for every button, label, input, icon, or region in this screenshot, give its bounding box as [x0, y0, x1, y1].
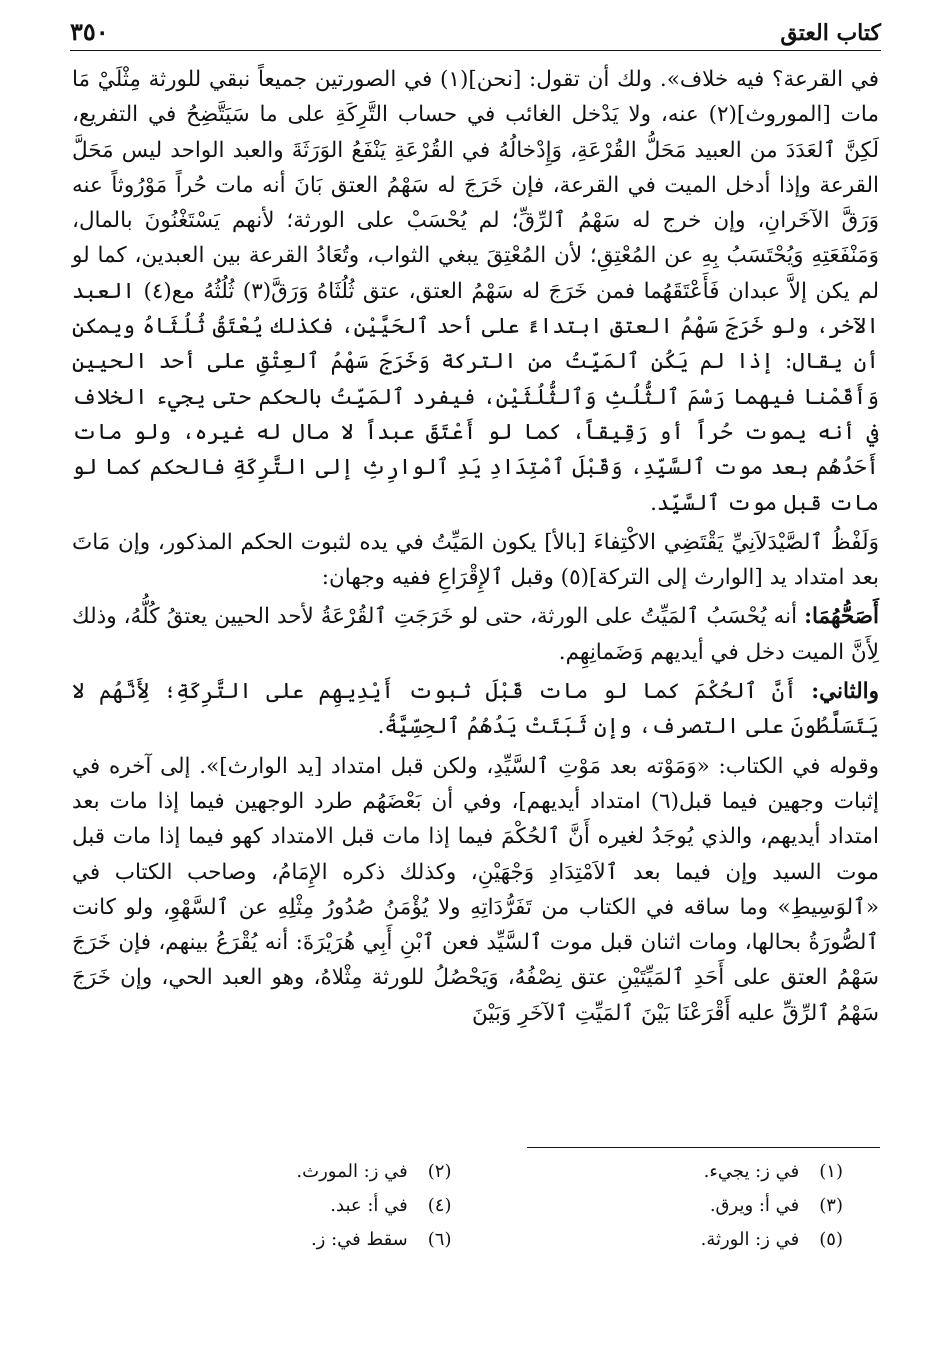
footnote-number: (٤): [427, 1195, 452, 1216]
footnote-text: في ز: الورثة.: [700, 1229, 800, 1250]
label-first-view: أَصَحُّهُمَا:: [804, 604, 879, 630]
paragraph-4: [72, 674, 879, 745]
footnote-number: (٥): [819, 1229, 843, 1250]
page-number: ٣٥٠: [70, 17, 109, 46]
footnote-number: (٣): [819, 1195, 843, 1216]
footnotes: [90, 1158, 843, 1254]
label-second-view: والثاني:: [811, 679, 879, 705]
page-header: [70, 12, 881, 51]
footnote-1: [482, 1158, 844, 1186]
footnote-text: سقط في: ز.: [310, 1229, 408, 1250]
paragraph-1: في القرعة؟ فيه خلاف». ولك أن تقول: [نحن](١) في الصورتين جميعاً نبقي للورثة مِثْلَيْ مَا مات [الموروث](٢) عنه، ولا يَدْخل الغائب في حساب التَّرِكَةِ على ما سَيَتَّضِحُ في التفريع، لَكِنَّ ٱلعَدَدَ من العبيد مَحَلُّ القُرْعَةِ، وَإِدْخالُهُ في القُرْعَةِ يَنْفَعُ الوَرَثَةَ والعبد الواحد ليس مَحَلَّ القرعة وإذا أدخل الميت في القرعة، فإن خَرَجَ له سَهْمُ العتق بَانَ أنه مات حُراً مَوْرُوثاً عنه وَرَقَّ الآخَرانِ، وإن خرج له سَهْمُ ٱلرِّقِّ؛ لم يُحْسَبْ على الورثة؛ لأنهم يَسْتَغْنُونَ بالمال، وَمَنْفَعَتِهِ وَيُحْتَسَبُ بِهِ عن المُعْتِقِ؛ لأن المُعْتِقَ يبغي الثواب، وتُعَادُ القرعة بين العبدين، كما لو لم يكن إلاَّ عبدان فَأَعْتَقَهُما فمن خَرَجَ له سَهْمُ العتق، عتق ثُلُثَاهُ وَرَقَّ(٣) ثُلُثُهُ مع(٤) العبد الآخر، ولو خَرَجَ سَهْمُ العتق ابتداءً على أحد ٱلحَيَّيْنِ، فكذلك يُعْتَقُ ثُلُثَاهُ ويمكن أن يقال: إذا لم يَكُنِ ٱلمَيِّتُ من التركة وَخَرَجَ سَهْمُ ٱلعِتْقِ على أحد الحيين وَأَقَمْنا فيهما رَسْمَ ٱلثُّلُثِ وَٱلثُّلُثَيْنِ، فيفرد ٱلمَيِّتُ بالحكم حتى يجيء الخلاف في أنه يموت حُراً أو رَقِيقاً، كما لو أَعْتَقَ عبداً لا مال له غيره، ولو مات أَحَدُهُم بعد موت ٱلسَّيِّدِ، وَقَبْلَ ٱمْتِدَادِ يَدِ ٱلوارِثِ إلى التَّرِكَةِ فالحكم كما لو مات قبل موت ٱلسَّيِّد.: [72, 67, 879, 516]
footnote-5: [482, 1226, 844, 1254]
paragraph-4-text: أَنَّ ٱلحُكْمَ كما لو مات قَبْلَ ثبوت أَيْدِيهِم على التَّرِكَةِ؛ لِأَنَّهُم لا يَتَسَلَّطُونَ على التصرف، وإن ثَبَتَتْ يَدُهُمُ ٱلحِسِّيَّةُ.: [72, 679, 879, 740]
footnote-text: في أ: عبد.: [330, 1195, 408, 1216]
footnote-text: في ز: يجيء.: [703, 1161, 800, 1182]
main-text: [72, 62, 879, 1031]
paragraph-5: وقوله في الكتاب: «وَمَوْته بعد مَوْتِ ٱلسَّيِّدِ، ولكن قبل امتداد [يد الوارث]». إلى آخره في إثبات وجهين فيما قبل(٦) امتداد أيديهم]، وفي أن بَعْضَهُم طرد الوجهين فيما إذا مات بعد امتداد أيديهم، والذي يُوجَدُ لغيره أَنَّ ٱلحُكْمَ فيما إذا مات قبل الامتداد كهو فيما إذا مات قبل موت السيد وإن فيما بعد ٱلاَمْتِدَادِ وَجْهَيْنِ، وكذلك ذكره الإِمَامُ، وصاحب الكتاب في «ٱلوَسِيطِ» وما ساقه في الكتاب من تَفَرُّدَاتِهِ ولا يُؤْمَنُ صُدُورُ مِثْلِهِ عن ٱلسَّهْوِ، ولو كانت ٱلصُّورَةُ بحالها، ومات اثنان قبل موت ٱلسَّيِّد فعن ٱبْنِ أَبِي هُرَيْرَةَ: أنه يُقْرَعُ بينهم، فإن خَرَجَ سَهْمُ العتق على أَحَدِ ٱلمَيِّتَيْنِ عتق نِصْفُهُ، وَيَحْصُلُ للورثة مِثْلاهُ، وهو العبد الحي، وإن خَرَجَ سَهْمُ ٱلرِّقِّ عليه أَقْرَعْنَا بَيْنَ ٱلمَيِّتِ ٱلآخَرِ وَبَيْنَ: [72, 753, 879, 1026]
footnote-4: [90, 1192, 452, 1220]
footnote-divider: [527, 1147, 880, 1148]
footnote-text: في أ: ويرق.: [709, 1195, 800, 1216]
footnote-text: في ز: المورث.: [296, 1161, 408, 1182]
footnote-2: [90, 1158, 452, 1186]
footnote-number: (١): [819, 1161, 843, 1182]
paragraph-2: وَلَفْظُ ٱلصَّيْدَلاَنِيِّ يَقْتَضِي الاكْتِفاءَ [بالأ] يكون المَيِّتُ في يده لثبوت الحكم المذكور، وإن مَاتَ بعد امتداد يد [الوارث إلى التركة](٥) وقبل ٱلإِقْرَاعِ ففيه وجهان:: [72, 529, 879, 591]
footnote-number: (٦): [427, 1229, 452, 1250]
paragraph-3-text: أنه يُحْسَبُ ٱلمَيِّتُ على الورثة، حتى لو خَرَجَتِ ٱلقُرْعَةُ لأحد الحيين يعتقُ كُلُّهُ، وذلك لِأَنَّ الميت دخل في أيديهم وَضَمانِهِم.: [72, 604, 879, 665]
paragraph-3: [72, 599, 879, 670]
running-title: كتاب العتق: [780, 20, 881, 46]
footnote-number: (٢): [427, 1161, 452, 1182]
footnote-6: [90, 1226, 452, 1254]
footnote-3: [482, 1192, 844, 1220]
